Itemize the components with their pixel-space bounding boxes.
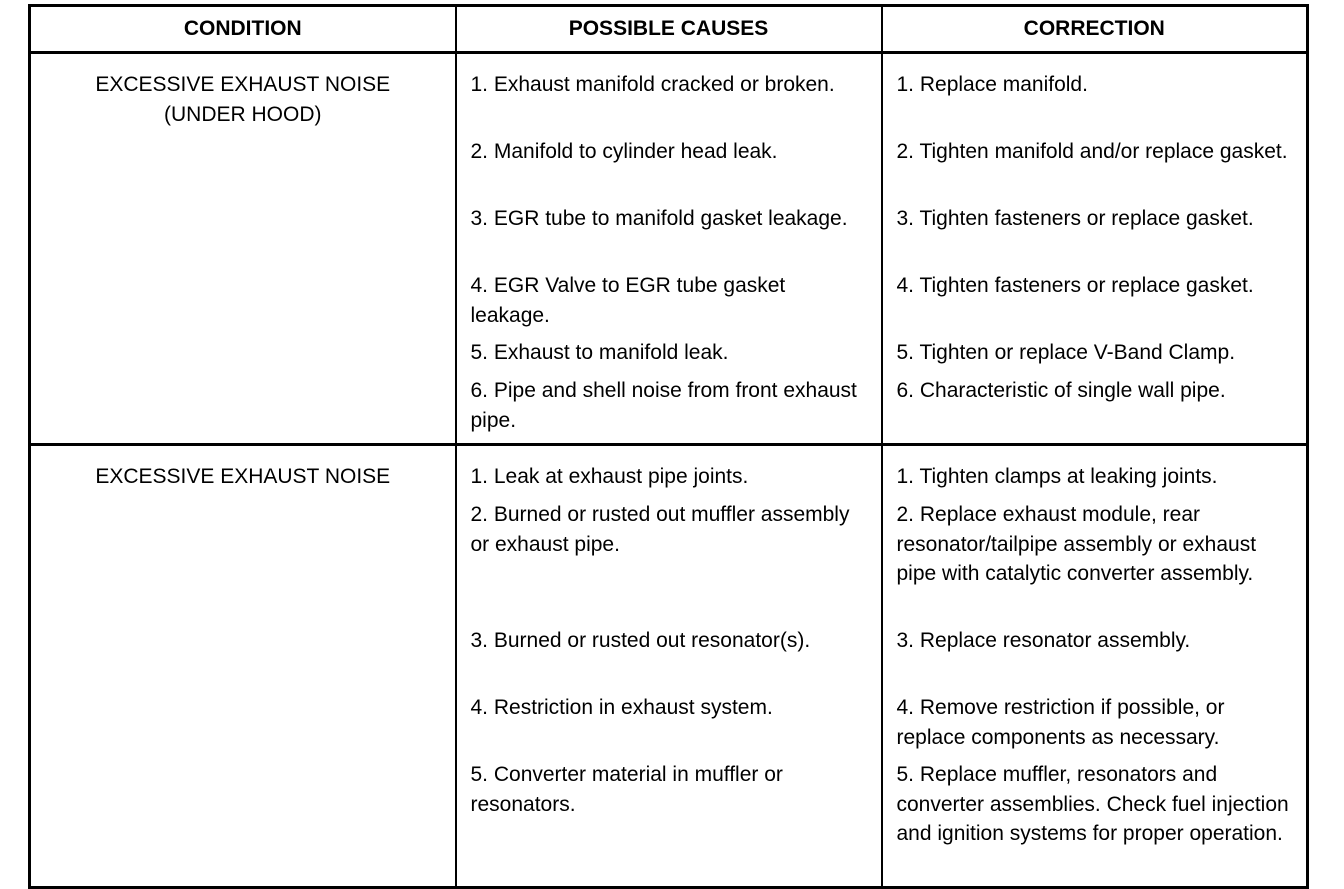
cause-item: 1. Leak at exhaust pipe joints. — [470, 465, 749, 488]
table-body — [30, 53, 1308, 888]
condition-text: EXCESSIVE EXHAUST NOISE — [95, 73, 391, 96]
correction-item: 5. Tighten or replace V-Band Clamp. — [896, 341, 1236, 364]
condition-cell — [30, 53, 456, 445]
header-row — [30, 6, 1308, 53]
cause-item: 5. Exhaust to manifold leak. — [470, 341, 729, 364]
condition-cell — [30, 445, 456, 888]
correction-item: 4. Tighten fasteners or replace gasket. — [896, 274, 1254, 297]
table-row — [30, 53, 1308, 445]
causes-list — [457, 54, 881, 443]
correction-cell — [882, 53, 1308, 445]
cause-item: 1. Exhaust manifold cracked or broken. — [470, 73, 835, 96]
table-row — [30, 445, 1308, 888]
cause-item: 3. EGR tube to manifold gasket leakage. — [470, 207, 848, 230]
condition-text: EXCESSIVE EXHAUST NOISE — [95, 465, 391, 488]
header-possible-causes: POSSIBLE CAUSES — [456, 6, 882, 53]
condition-subtext: (UNDER HOOD) — [164, 102, 322, 126]
corrections-list — [883, 446, 1307, 886]
correction-item: 2. Replace exhaust module, rear resonator/tailpipe assembly or exhaust pipe with catalytic converter assembly. — [896, 503, 1257, 585]
header-correction: CORRECTION — [882, 6, 1308, 53]
cause-item: 4. EGR Valve to EGR tube gasket leakage. — [470, 274, 786, 327]
cause-item: 2. Manifold to cylinder head leak. — [470, 140, 778, 163]
correction-item: 3. Tighten fasteners or replace gasket. — [896, 207, 1254, 230]
cause-item: 2. Burned or rusted out muffler assembly or exhaust pipe. — [470, 503, 850, 556]
corrections-list — [883, 54, 1307, 443]
cause-item: 3. Burned or rusted out resonator(s). — [470, 629, 811, 652]
correction-item: 1. Replace manifold. — [896, 73, 1088, 96]
correction-item: 6. Characteristic of single wall pipe. — [896, 379, 1226, 402]
diagnosis-table — [28, 4, 1309, 889]
correction-item: 1. Tighten clamps at leaking joints. — [896, 465, 1218, 488]
correction-item: 4. Remove restriction if possible, or replace components as necessary. — [896, 696, 1225, 749]
cause-item: 5. Converter material in muffler or resonators. — [470, 763, 783, 816]
causes-cell — [456, 53, 882, 445]
correction-item: 5. Replace muffler, resonators and converter assemblies. Check fuel injection and ignition systems for proper operation. — [896, 763, 1289, 845]
correction-item: 3. Replace resonator assembly. — [896, 629, 1191, 652]
causes-list — [457, 446, 881, 886]
cause-item: 6. Pipe and shell noise from front exhaust pipe. — [470, 379, 857, 432]
header-condition: CONDITION — [30, 6, 456, 53]
causes-cell — [456, 445, 882, 888]
correction-item: 2. Tighten manifold and/or replace gasket. — [896, 140, 1288, 163]
correction-cell — [882, 445, 1308, 888]
cause-item: 4. Restriction in exhaust system. — [470, 696, 773, 719]
